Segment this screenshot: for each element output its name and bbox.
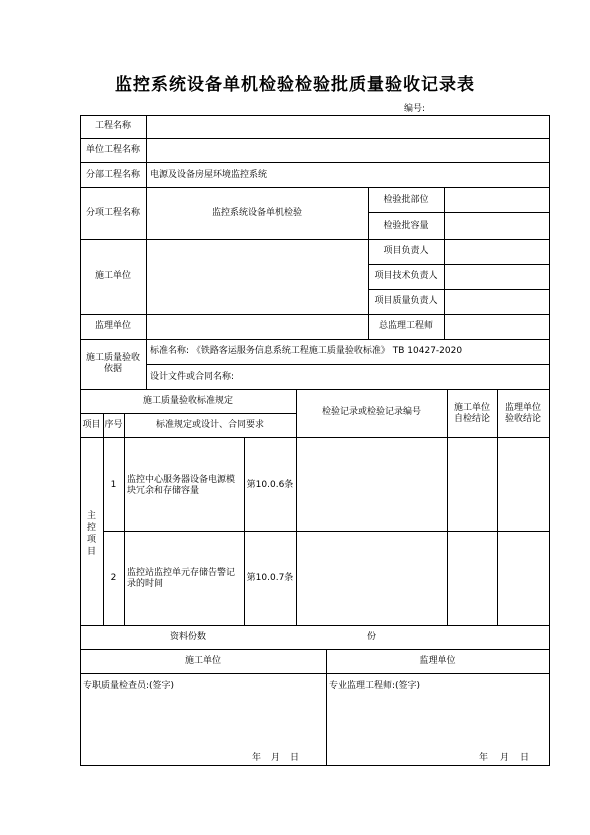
item-2-clause: 第10.0.7条 <box>246 573 294 583</box>
design-document-label: 设计文件或合同名称: <box>150 372 235 382</box>
standard-header: 施工质量验收标准规定 <box>142 396 233 406</box>
date-month-left: 月 <box>271 753 281 763</box>
supervising-engineer-signature: 专业监理工程师:(签字) <box>329 681 421 691</box>
date-day-left: 日 <box>290 753 300 763</box>
acceptance-header: 监理单位验收结论 <box>504 403 541 424</box>
tech-leader-label: 项目技术负责人 <box>374 271 438 281</box>
item-1-clause: 第10.0.6条 <box>246 480 294 490</box>
item-1-desc: 监控中心服务器设备电源模块冗余和存储容量 <box>127 475 236 496</box>
inspection-part-label: 检验批部位 <box>383 195 429 205</box>
sign-supervision-header: 监理单位 <box>419 656 456 666</box>
quality-inspector-signature: 专职质量检查员:(签字) <box>83 681 175 691</box>
supervision-unit-label: 监理单位 <box>94 321 131 331</box>
project-name-label: 工程名称 <box>94 121 131 131</box>
chief-supervisor-label: 总监理工程师 <box>378 321 433 331</box>
doc-count-label: 资料份数 <box>169 632 206 642</box>
main-items-label: 主控项目 <box>86 511 96 557</box>
page-title: 监控系统设备单机检验检验批质量验收记录表 <box>115 75 475 95</box>
unit-project-label: 单位工程名称 <box>85 145 140 155</box>
record-header: 检验记录或检验记录编号 <box>321 407 421 417</box>
serial-number-label: 编号: <box>404 104 426 114</box>
self-check-header: 施工单位自检结论 <box>453 403 490 424</box>
standard-name: 标准名称: 《铁路客运服务信息系统工程施工质量验收标准》 TB 10427-2020 <box>150 346 463 356</box>
item-project-label: 分项工程名称 <box>85 208 140 218</box>
date-day-right: 日 <box>520 753 530 763</box>
item-header: 项目 <box>82 420 101 430</box>
date-year-right: 年 <box>479 753 489 763</box>
quality-leader-label: 项目质量负责人 <box>374 296 438 306</box>
seq-header: 序号 <box>104 420 123 430</box>
date-month-right: 月 <box>500 753 510 763</box>
date-year-left: 年 <box>252 753 262 763</box>
project-leader-label: 项目负责人 <box>383 246 429 256</box>
item-1-seq: 1 <box>110 480 117 490</box>
sub-project-value: 电源及设备房屋环境监控系统 <box>150 170 268 180</box>
construction-unit-label: 施工单位 <box>94 271 131 281</box>
acceptance-basis-label: 施工质量验收依据 <box>85 353 140 374</box>
item-project-value: 监控系统设备单机检验 <box>211 208 302 218</box>
item-2-desc: 监控站监控单元存储告警记录的时间 <box>127 568 236 589</box>
doc-count-unit: 份 <box>366 632 376 642</box>
sign-construction-header: 施工单位 <box>184 656 221 666</box>
sub-project-label: 分部工程名称 <box>85 170 140 180</box>
item-2-seq: 2 <box>110 573 117 583</box>
inspection-capacity-label: 检验批容量 <box>383 221 429 231</box>
requirement-header: 标准规定或设计、合同要求 <box>155 420 264 430</box>
